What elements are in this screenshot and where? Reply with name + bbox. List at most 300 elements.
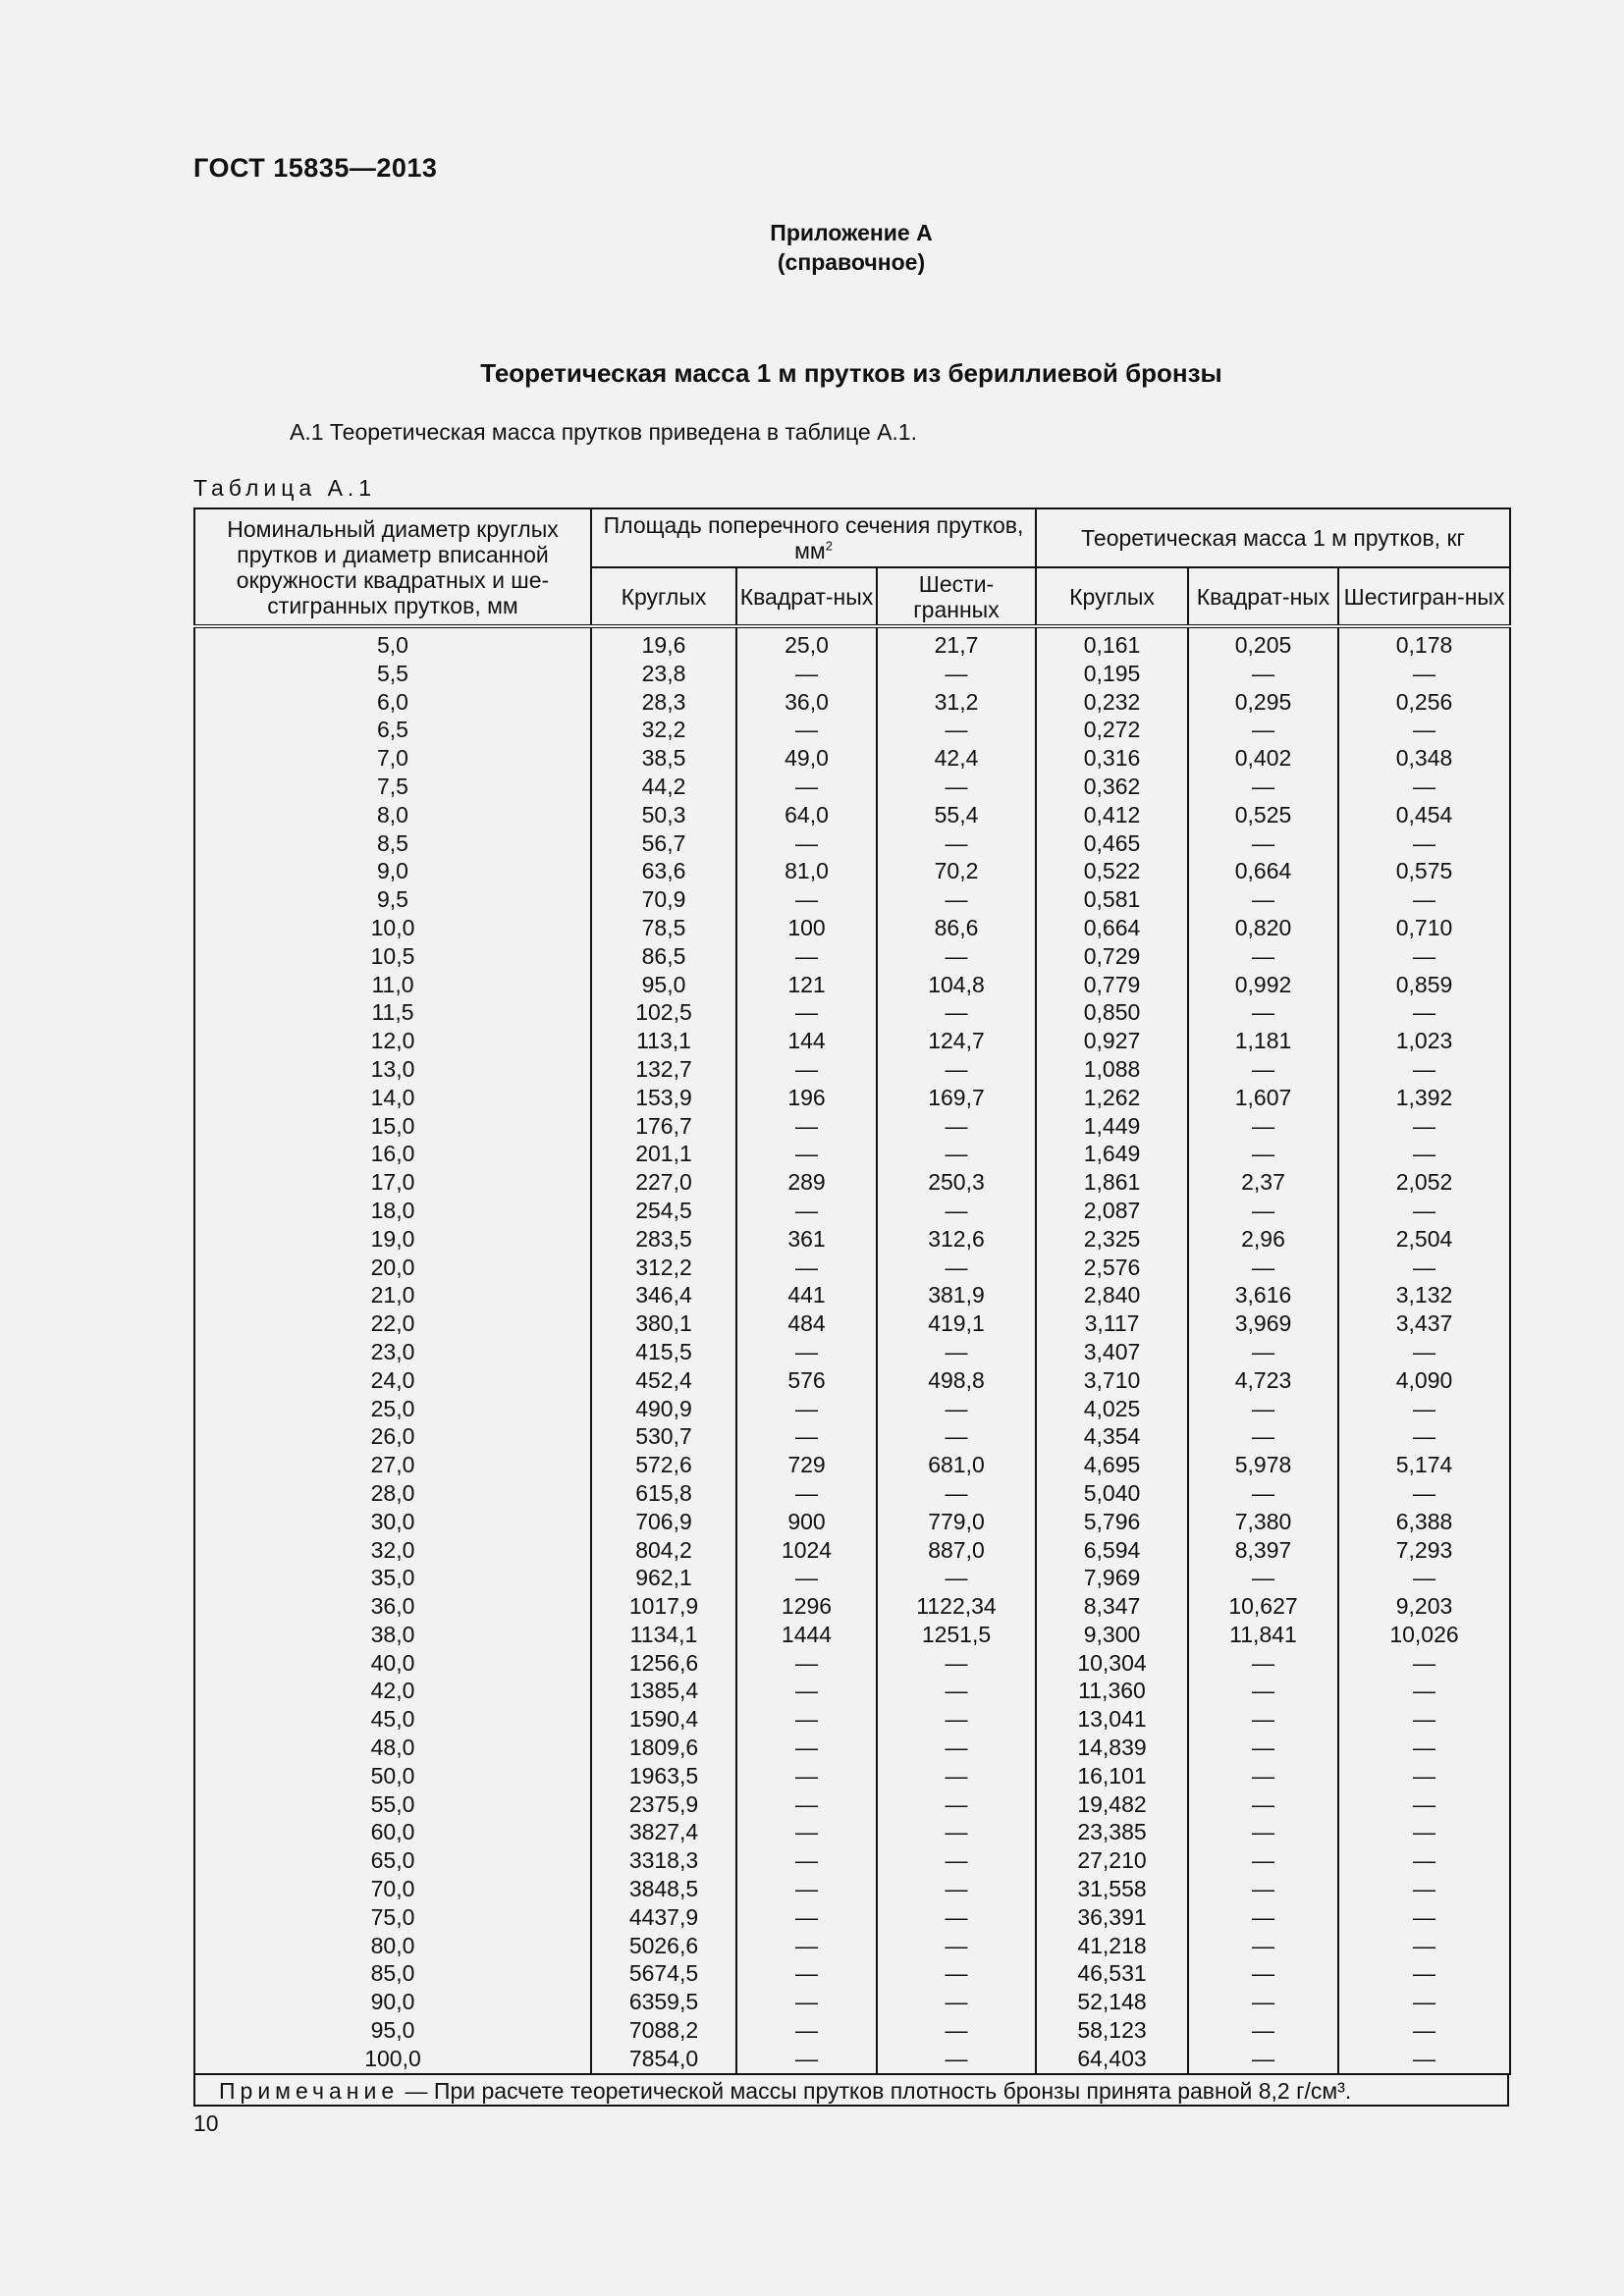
table-row <box>194 716 1510 744</box>
cell-area-hex: 419,1 <box>877 1309 1036 1338</box>
table-body <box>193 628 1511 2075</box>
cell-area-square: — <box>736 1762 877 1790</box>
cell-area-round: 5674,5 <box>591 1959 736 1988</box>
cell-area-round: 78,5 <box>591 914 736 942</box>
cell-area-square: — <box>736 1677 877 1705</box>
table-row <box>194 857 1510 885</box>
cell-mass-hex: — <box>1338 660 1510 688</box>
cell-diameter: 48,0 <box>194 1734 591 1762</box>
table-row <box>194 1422 1510 1451</box>
cell-area-hex: — <box>877 1649 1036 1678</box>
note-text: — При расчете теоретической массы прутков плотность бронзы принята равной 8,2 г/см³. <box>399 2077 1352 2104</box>
cell-mass-round: 1,262 <box>1036 1084 1188 1112</box>
cell-diameter: 50,0 <box>194 1762 591 1790</box>
cell-area-round: 254,5 <box>591 1197 736 1225</box>
cell-mass-square: — <box>1188 1677 1338 1705</box>
cell-mass-square: — <box>1188 1959 1338 1988</box>
table-row <box>194 1790 1510 1819</box>
cell-mass-round: 0,522 <box>1036 857 1188 885</box>
cell-diameter: 42,0 <box>194 1677 591 1705</box>
cell-diameter: 60,0 <box>194 1818 591 1846</box>
table-row <box>194 1846 1510 1875</box>
cell-diameter: 28,0 <box>194 1479 591 1508</box>
cell-area-square: 81,0 <box>736 857 877 885</box>
cell-mass-hex: — <box>1338 1254 1510 1282</box>
cell-mass-square: — <box>1188 1903 1338 1932</box>
header-round-mass: Круглых <box>1036 567 1188 626</box>
cell-area-hex: — <box>877 660 1036 688</box>
cell-mass-round: 10,304 <box>1036 1649 1188 1678</box>
cell-mass-square: 0,820 <box>1188 914 1338 942</box>
intro-paragraph: А.1 Теоретическая масса прутков приведена в таблице А.1. <box>290 419 917 445</box>
cell-area-hex: 55,4 <box>877 801 1036 829</box>
table-row <box>194 773 1510 801</box>
cell-area-hex: 31,2 <box>877 688 1036 717</box>
cell-area-square: — <box>736 2045 877 2074</box>
cell-mass-square: 2,37 <box>1188 1168 1338 1197</box>
cell-mass-square: — <box>1188 1988 1338 2016</box>
cell-mass-round: 0,581 <box>1036 885 1188 914</box>
cell-diameter: 85,0 <box>194 1959 591 1988</box>
cell-area-round: 2375,9 <box>591 1790 736 1819</box>
cell-area-square: 1024 <box>736 1536 877 1565</box>
cell-mass-round: 1,649 <box>1036 1140 1188 1168</box>
cell-diameter: 16,0 <box>194 1140 591 1168</box>
cell-mass-round: 3,407 <box>1036 1338 1188 1366</box>
cell-diameter: 24,0 <box>194 1366 591 1395</box>
cell-mass-hex: 0,575 <box>1338 857 1510 885</box>
cell-area-round: 3827,4 <box>591 1818 736 1846</box>
cell-mass-hex: — <box>1338 716 1510 744</box>
cell-area-round: 113,1 <box>591 1027 736 1055</box>
table-row <box>194 744 1510 773</box>
cell-mass-round: 0,232 <box>1036 688 1188 717</box>
cell-mass-round: 64,403 <box>1036 2045 1188 2074</box>
cell-area-square: 484 <box>736 1309 877 1338</box>
cell-area-round: 283,5 <box>591 1225 736 1254</box>
cell-area-hex: 42,4 <box>877 744 1036 773</box>
cell-mass-round: 58,123 <box>1036 2016 1188 2045</box>
cell-area-square: 36,0 <box>736 688 877 717</box>
cell-area-round: 1256,6 <box>591 1649 736 1678</box>
cell-diameter: 65,0 <box>194 1846 591 1875</box>
table-row <box>194 1875 1510 1903</box>
cell-area-round: 7088,2 <box>591 2016 736 2045</box>
cell-diameter: 25,0 <box>194 1395 591 1423</box>
cell-mass-hex: 0,859 <box>1338 971 1510 999</box>
cell-diameter: 80,0 <box>194 1932 591 1960</box>
table-row <box>194 1508 1510 1536</box>
cell-mass-square: — <box>1188 998 1338 1027</box>
cell-mass-round: 0,362 <box>1036 773 1188 801</box>
cell-mass-hex: 2,504 <box>1338 1225 1510 1254</box>
cell-mass-round: 1,449 <box>1036 1112 1188 1141</box>
cell-diameter: 95,0 <box>194 2016 591 2045</box>
table-row <box>194 2045 1510 2074</box>
cell-mass-round: 1,861 <box>1036 1168 1188 1197</box>
table-row <box>194 2016 1510 2045</box>
cell-mass-round: 16,101 <box>1036 1762 1188 1790</box>
cell-mass-hex: — <box>1338 1197 1510 1225</box>
cell-area-hex: — <box>877 1762 1036 1790</box>
cell-diameter: 36,0 <box>194 1592 591 1621</box>
table-row <box>194 1366 1510 1395</box>
cell-area-hex: — <box>877 1564 1036 1592</box>
table-row <box>194 885 1510 914</box>
cell-diameter: 12,0 <box>194 1027 591 1055</box>
cell-area-square: — <box>736 885 877 914</box>
cell-mass-round: 0,729 <box>1036 942 1188 971</box>
cell-mass-hex: 4,090 <box>1338 1366 1510 1395</box>
cell-mass-hex: — <box>1338 1932 1510 1960</box>
cell-area-round: 1385,4 <box>591 1677 736 1705</box>
cell-area-hex: — <box>877 2016 1036 2045</box>
annex-heading <box>0 218 1624 277</box>
cell-area-hex: — <box>877 885 1036 914</box>
cell-diameter: 22,0 <box>194 1309 591 1338</box>
mass-table <box>193 507 1509 2107</box>
cell-area-hex: 250,3 <box>877 1168 1036 1197</box>
cell-area-hex: 124,7 <box>877 1027 1036 1055</box>
cell-mass-round: 0,161 <box>1036 628 1188 660</box>
cell-mass-hex: — <box>1338 1055 1510 1084</box>
cell-area-round: 1134,1 <box>591 1621 736 1649</box>
table-row <box>194 1988 1510 2016</box>
cell-mass-hex: — <box>1338 1705 1510 1734</box>
cell-diameter: 26,0 <box>194 1422 591 1451</box>
cell-mass-hex: — <box>1338 1790 1510 1819</box>
cell-area-round: 530,7 <box>591 1422 736 1451</box>
table-row <box>194 1254 1510 1282</box>
header-round-area: Круглых <box>591 567 736 626</box>
cell-mass-round: 5,040 <box>1036 1479 1188 1508</box>
table-row <box>194 1677 1510 1705</box>
cell-mass-round: 1,088 <box>1036 1055 1188 1084</box>
table-row <box>194 1225 1510 1254</box>
cell-mass-square: — <box>1188 1649 1338 1678</box>
cell-mass-square: 5,978 <box>1188 1451 1338 1479</box>
cell-area-round: 63,6 <box>591 857 736 885</box>
cell-mass-square: — <box>1188 773 1338 801</box>
cell-mass-round: 7,969 <box>1036 1564 1188 1592</box>
section-title: Теоретическая масса 1 м прутков из бериллиевой бронзы <box>480 358 1222 388</box>
cell-mass-round: 31,558 <box>1036 1875 1188 1903</box>
cell-area-hex: — <box>877 1790 1036 1819</box>
cell-area-round: 132,7 <box>591 1055 736 1084</box>
header-area-text: Площадь поперечного сечения прутков, мм <box>603 512 1024 563</box>
cell-area-square: — <box>736 716 877 744</box>
table-row <box>194 1932 1510 1960</box>
table-row <box>194 1055 1510 1084</box>
cell-diameter: 8,0 <box>194 801 591 829</box>
cell-area-square: 576 <box>736 1366 877 1395</box>
cell-mass-square: 11,841 <box>1188 1621 1338 1649</box>
header-area-sup: 2 <box>825 538 833 554</box>
cell-area-round: 19,6 <box>591 628 736 660</box>
cell-mass-hex: — <box>1338 829 1510 858</box>
cell-mass-square: 0,664 <box>1188 857 1338 885</box>
cell-area-square: — <box>736 1479 877 1508</box>
cell-area-hex: 104,8 <box>877 971 1036 999</box>
cell-mass-hex: 6,388 <box>1338 1508 1510 1536</box>
cell-diameter: 8,5 <box>194 829 591 858</box>
cell-area-square: — <box>736 1254 877 1282</box>
cell-mass-square: 1,181 <box>1188 1027 1338 1055</box>
cell-diameter: 9,5 <box>194 885 591 914</box>
cell-area-round: 86,5 <box>591 942 736 971</box>
cell-diameter: 15,0 <box>194 1112 591 1141</box>
cell-mass-square: — <box>1188 1734 1338 1762</box>
cell-mass-square: — <box>1188 2016 1338 2045</box>
cell-area-square: 100 <box>736 914 877 942</box>
cell-area-square: 196 <box>736 1084 877 1112</box>
cell-area-square: — <box>736 1705 877 1734</box>
cell-area-round: 102,5 <box>591 998 736 1027</box>
cell-mass-hex: — <box>1338 1479 1510 1508</box>
cell-mass-round: 36,391 <box>1036 1903 1188 1932</box>
header-mass-text: Теоретическая масса 1 м прутков, кг <box>1081 525 1465 551</box>
table-row <box>194 1592 1510 1621</box>
document-code: ГОСТ 15835—2013 <box>193 153 438 183</box>
cell-diameter: 21,0 <box>194 1281 591 1309</box>
cell-area-square: 64,0 <box>736 801 877 829</box>
cell-area-hex: — <box>877 1903 1036 1932</box>
cell-mass-hex: — <box>1338 998 1510 1027</box>
cell-diameter: 14,0 <box>194 1084 591 1112</box>
table-row <box>194 1734 1510 1762</box>
cell-area-hex: — <box>877 1932 1036 1960</box>
cell-area-square: 144 <box>736 1027 877 1055</box>
cell-area-hex: — <box>877 1846 1036 1875</box>
cell-mass-round: 3,117 <box>1036 1309 1188 1338</box>
cell-mass-square: — <box>1188 660 1338 688</box>
cell-mass-hex: — <box>1338 1875 1510 1903</box>
cell-area-round: 312,2 <box>591 1254 736 1282</box>
cell-mass-round: 3,710 <box>1036 1366 1188 1395</box>
cell-mass-square: — <box>1188 942 1338 971</box>
table-row <box>194 1338 1510 1366</box>
cell-area-hex: 887,0 <box>877 1536 1036 1565</box>
table-row <box>194 1649 1510 1678</box>
table-row <box>194 971 1510 999</box>
page-number: 10 <box>193 2110 219 2136</box>
cell-mass-round: 46,531 <box>1036 1959 1188 1988</box>
cell-area-hex: — <box>877 1112 1036 1141</box>
cell-mass-square: — <box>1188 1140 1338 1168</box>
cell-area-hex: — <box>877 1140 1036 1168</box>
table-row <box>194 1281 1510 1309</box>
cell-mass-round: 2,325 <box>1036 1225 1188 1254</box>
cell-mass-square: 3,969 <box>1188 1309 1338 1338</box>
cell-area-square: — <box>736 1649 877 1678</box>
cell-mass-hex: 5,174 <box>1338 1451 1510 1479</box>
table-row <box>194 1564 1510 1592</box>
cell-area-round: 1590,4 <box>591 1705 736 1734</box>
cell-diameter: 19,0 <box>194 1225 591 1254</box>
table-row <box>194 914 1510 942</box>
cell-area-round: 1963,5 <box>591 1762 736 1790</box>
cell-diameter: 55,0 <box>194 1790 591 1819</box>
cell-area-round: 50,3 <box>591 801 736 829</box>
cell-mass-round: 0,779 <box>1036 971 1188 999</box>
table-header <box>193 507 1511 628</box>
cell-mass-hex: 0,710 <box>1338 914 1510 942</box>
cell-area-hex: — <box>877 1705 1036 1734</box>
cell-area-round: 5026,6 <box>591 1932 736 1960</box>
cell-mass-hex: — <box>1338 1140 1510 1168</box>
table-row <box>194 1762 1510 1790</box>
cell-mass-round: 0,927 <box>1036 1027 1188 1055</box>
cell-area-square: — <box>736 1112 877 1141</box>
cell-mass-round: 9,300 <box>1036 1621 1188 1649</box>
cell-mass-hex: 1,392 <box>1338 1084 1510 1112</box>
cell-area-square: 361 <box>736 1225 877 1254</box>
cell-mass-hex: 10,026 <box>1338 1621 1510 1649</box>
cell-mass-square: — <box>1188 1564 1338 1592</box>
cell-diameter: 6,5 <box>194 716 591 744</box>
cell-mass-square: — <box>1188 1479 1338 1508</box>
header-area-group <box>591 508 1036 567</box>
cell-mass-round: 2,840 <box>1036 1281 1188 1309</box>
header-square-area: Квадрат-ных <box>736 567 877 626</box>
cell-area-square: — <box>736 1055 877 1084</box>
cell-mass-hex: — <box>1338 2016 1510 2045</box>
cell-diameter: 7,0 <box>194 744 591 773</box>
cell-area-hex: — <box>877 1818 1036 1846</box>
table-row <box>194 1395 1510 1423</box>
cell-diameter: 35,0 <box>194 1564 591 1592</box>
cell-diameter: 9,0 <box>194 857 591 885</box>
header-hex-mass: Шестигран-ных <box>1338 567 1510 626</box>
cell-mass-square: — <box>1188 1818 1338 1846</box>
cell-area-square: — <box>736 1846 877 1875</box>
cell-diameter: 27,0 <box>194 1451 591 1479</box>
table-row <box>194 998 1510 1027</box>
cell-area-hex: — <box>877 1338 1036 1366</box>
cell-area-round: 201,1 <box>591 1140 736 1168</box>
cell-area-round: 490,9 <box>591 1395 736 1423</box>
cell-mass-square: 7,380 <box>1188 1508 1338 1536</box>
cell-mass-hex: — <box>1338 885 1510 914</box>
cell-area-square: — <box>736 998 877 1027</box>
cell-diameter: 20,0 <box>194 1254 591 1282</box>
cell-mass-hex: — <box>1338 1818 1510 1846</box>
cell-area-hex: — <box>877 716 1036 744</box>
cell-mass-square: 8,397 <box>1188 1536 1338 1565</box>
cell-diameter: 90,0 <box>194 1988 591 2016</box>
cell-mass-hex: — <box>1338 773 1510 801</box>
cell-diameter: 17,0 <box>194 1168 591 1197</box>
cell-mass-round: 2,087 <box>1036 1197 1188 1225</box>
cell-mass-square: — <box>1188 1112 1338 1141</box>
table-row <box>194 1536 1510 1565</box>
cell-area-hex: — <box>877 942 1036 971</box>
cell-mass-hex: 3,437 <box>1338 1309 1510 1338</box>
cell-mass-square: — <box>1188 885 1338 914</box>
cell-area-hex: 312,6 <box>877 1225 1036 1254</box>
cell-area-hex: 70,2 <box>877 857 1036 885</box>
cell-diameter: 11,5 <box>194 998 591 1027</box>
cell-area-square: — <box>736 1790 877 1819</box>
cell-area-round: 1017,9 <box>591 1592 736 1621</box>
cell-mass-hex: — <box>1338 1649 1510 1678</box>
cell-mass-square: — <box>1188 1932 1338 1960</box>
cell-area-square: 289 <box>736 1168 877 1197</box>
cell-area-round: 56,7 <box>591 829 736 858</box>
cell-mass-hex: — <box>1338 2045 1510 2074</box>
table-row <box>194 1027 1510 1055</box>
cell-mass-round: 0,412 <box>1036 801 1188 829</box>
cell-area-round: 962,1 <box>591 1564 736 1592</box>
cell-area-hex: — <box>877 1959 1036 1988</box>
cell-area-round: 1809,6 <box>591 1734 736 1762</box>
cell-area-hex: — <box>877 1422 1036 1451</box>
cell-area-round: 706,9 <box>591 1508 736 1536</box>
cell-area-hex: — <box>877 1395 1036 1423</box>
cell-area-round: 804,2 <box>591 1536 736 1565</box>
cell-mass-hex: 2,052 <box>1338 1168 1510 1197</box>
cell-area-hex: — <box>877 1254 1036 1282</box>
cell-mass-hex: — <box>1338 1395 1510 1423</box>
header-mass-group <box>1036 508 1510 567</box>
cell-area-round: 32,2 <box>591 716 736 744</box>
cell-area-hex: 779,0 <box>877 1508 1036 1536</box>
cell-area-round: 38,5 <box>591 744 736 773</box>
cell-mass-hex: 0,256 <box>1338 688 1510 717</box>
cell-mass-square: — <box>1188 1875 1338 1903</box>
cell-area-round: 227,0 <box>591 1168 736 1197</box>
cell-mass-hex: — <box>1338 1338 1510 1366</box>
cell-area-square: — <box>736 1395 877 1423</box>
cell-area-square: 121 <box>736 971 877 999</box>
table-row <box>194 1309 1510 1338</box>
cell-diameter: 100,0 <box>194 2045 591 2074</box>
cell-area-square: — <box>736 773 877 801</box>
table-row <box>194 1479 1510 1508</box>
cell-area-hex: — <box>877 1197 1036 1225</box>
cell-area-round: 23,8 <box>591 660 736 688</box>
cell-area-square: — <box>736 1422 877 1451</box>
cell-mass-square: 0,992 <box>1188 971 1338 999</box>
cell-mass-round: 0,272 <box>1036 716 1188 744</box>
cell-area-hex: 86,6 <box>877 914 1036 942</box>
table-row <box>194 1140 1510 1168</box>
cell-area-round: 176,7 <box>591 1112 736 1141</box>
cell-mass-round: 0,195 <box>1036 660 1188 688</box>
cell-diameter: 6,0 <box>194 688 591 717</box>
cell-area-hex: — <box>877 1677 1036 1705</box>
cell-area-square: — <box>736 1903 877 1932</box>
cell-mass-hex: — <box>1338 942 1510 971</box>
cell-area-square: 1444 <box>736 1621 877 1649</box>
cell-diameter: 10,0 <box>194 914 591 942</box>
table-row <box>194 1197 1510 1225</box>
cell-diameter: 45,0 <box>194 1705 591 1734</box>
cell-mass-round: 11,360 <box>1036 1677 1188 1705</box>
cell-area-hex: — <box>877 2045 1036 2074</box>
cell-mass-round: 8,347 <box>1036 1592 1188 1621</box>
cell-area-hex: — <box>877 998 1036 1027</box>
cell-mass-hex: — <box>1338 1677 1510 1705</box>
cell-area-hex: 381,9 <box>877 1281 1036 1309</box>
cell-mass-square: — <box>1188 1705 1338 1734</box>
cell-area-square: — <box>736 829 877 858</box>
cell-area-square: 729 <box>736 1451 877 1479</box>
cell-area-square: — <box>736 942 877 971</box>
cell-diameter: 10,5 <box>194 942 591 971</box>
cell-area-round: 452,4 <box>591 1366 736 1395</box>
cell-area-hex: 1251,5 <box>877 1621 1036 1649</box>
